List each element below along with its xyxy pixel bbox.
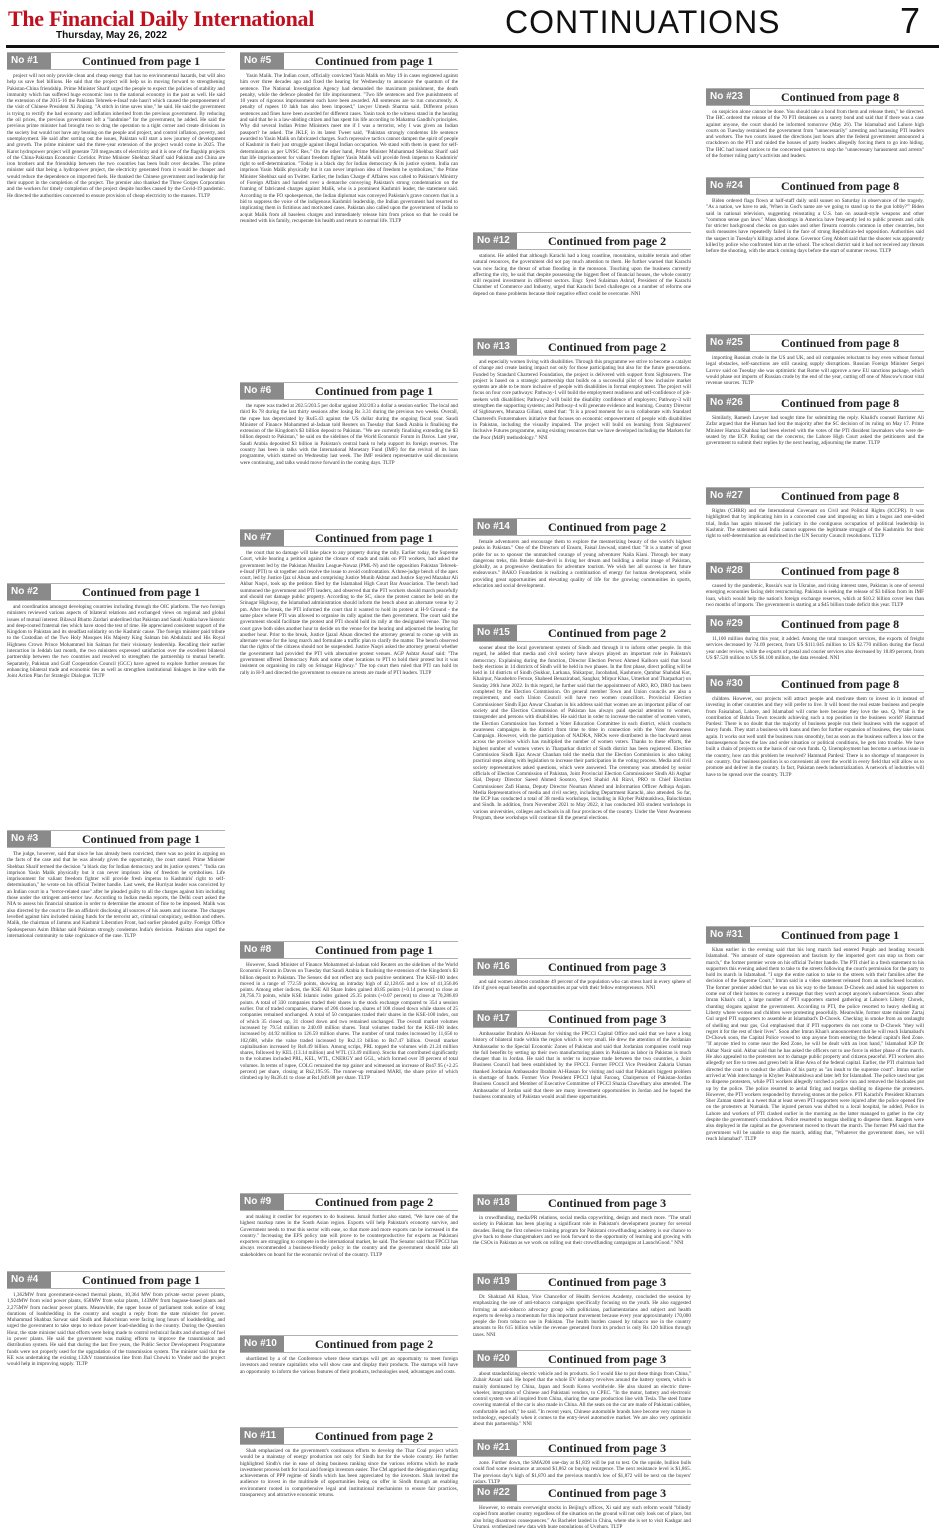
article-29 [706,615,924,665]
continuation-label: Continued from page 2 [547,626,667,640]
column-2 [240,52,458,1528]
article-25 [706,334,924,390]
article-text: shortlisted by a of the Conference where these startups will get an opportunity to meet foreign investors and venture capitalists who will show case and display their products. The startups will have an opportunity to inform the various features of their products, technologies used, advantages and costs. [240,1356,458,1375]
continuation-label: Continued from page 3 [547,1441,667,1455]
article-text: female adventurers and encourage them to explore the mesmerizing beauty of the world's highest peaks in Pakistan." One of the Directors of Ensom, Faisal Jawwad, stated that: "It is a matter of great pride for us to sponsor the unmatched courage of young adventurer Naila Kiani. Through her many dangerous treks, this female dare-devil is living her dream and building a stellar image of Pakistan, globally, as a progressive destination for adventure tourism. We wish her all success in her future endeavours." BAKO Foundation is realizing a combination of energy for human development, while providing great opportunities and elevating quality of life for the growing communities in sports, education and social development. [473,539,691,590]
article-9 [240,1193,458,1329]
article-text: 11,100 million during this year, it added. Among the total transport services, the exports of freight services decreased by 74.69 percent, from US $111.045 million to US $2.770 million during the fiscal year under review, while the exports of postal and courier services also decreased by 18.89 percent, from US $7.520 million to US $6.100 million, the data revealed. NNI [706,636,924,661]
continuation-label: Continued from page 3 [547,1012,667,1026]
continuation-label: Continued from page 1 [314,54,434,68]
article-text: and making it costlier for exporters to do business. Ismail further also stated, "We have one of the highest markup rates in the South Asian region. Exports will help Pakistan's economy survive, and Government needs to treat this sector with ease, so that more and more exports can be increased in the country." Increasing the EFS policy rate will prove to be counterproductive for exports as Pakistani exporters are struggling to compete in the international market, he said. The Senator said that FPCCI has always recommended a business-friendly policy in the country and the government should take all stakeholders on board for the economic revival of the country. TLTP [240,1214,458,1258]
article-10 [240,1335,458,1391]
continuation-label: Continued from page 3 [547,960,667,974]
article-text: the court that no damage will take place to any property during the rally. Earlier today, the Supreme Court, while hearing a petition against the closure of roads and raids on PTI workers, had asked the government led by the Pakistan Muslim League-Nawaz (PML-N) and the opposition Pakistan Tehreek-e-Insaf (PTI) to sit together and resolve the issue to avoid confrontation. A three-judge bench of the apex court, led by Justice Ijaz ul Ahsan and comprising Justice Munib Akhtar and Justice Sayyed Mazahar Ali Akbar Naqvi, took up the petition filed by the Islamabad High Court Bar Association. The bench had summoned the government and PTI leaders, and observed that the PTI workers should march peacefully and should not damage public property. According to the SC, since the protest cannot be held on the Srinagar Highway, the Islamabad administration should inform the bench about an alternate venue by 2 pm. After the break, the PTI informed the court that it wanted to hold its protest at H-9 Ground - the same place where PTI was allowed to organise its rally against the then government. The court said the government should facilitate the protest and PTI should hold its rally at the designated venue. The top court gave both sides another hour to decide on the venue for the hearing and adjourned the hearing for another hour. Prior to the break, Justice Ijazul Ahsan directed the attorney general to come up with an alternate venue for the long march and formulate a traffic plan to clarify the matter. The bench observed that the rights of the citizens should not be suspended. Justice Naqvi asked the attorney general whether the government had provided the PTI with alternative protest venues. AGP Ashtar Ausaf said: "The government offered Democracy Park and some other locations to PTI to hold their protest but it was insistent on organising its rally on Srinagar Highway." The top court then ruled that PTI can hold its rally in H-9 and directed the government to ensure no arrests are made of PTI leaders. TLTP [240,550,458,676]
newspaper-title: The Financial Daily International [8,6,315,31]
continuation-label: Continued from page 1 [314,384,434,398]
article-13 [473,338,691,506]
continuation-label: Continued from page 3 [547,1486,667,1500]
article-number: No #14 [473,519,517,535]
article-6 [240,382,458,522]
continuation-label: Continued from page 2 [547,520,667,534]
page-number: 7 [900,0,921,41]
column-1 [7,52,225,1528]
article-18 [473,1194,691,1264]
article-28 [706,562,924,610]
article-text: caused by the pandemic, Russia's war in Ukraine, and rising interest rates, Pakistan is one of several emerging economies facing debt restructuring. Pakistan is seeking the release of $3 billion from its IMF loan, which would help the nation's foreign exchange reserves, which at $10.2 billion cover less than two months of imports. The government is starting at a $45 billion trade deficit this year. TLTP [706,583,924,608]
continuation-label: Continued from page 2 [314,1337,434,1351]
article-2 [7,583,225,821]
article-number: No #6 [240,383,284,399]
article-number: No #12 [473,233,517,249]
article-header [240,1193,458,1211]
article-text: However, to remain overweight stocks in Beijing's offices, Xi said any such reform would "blindly copied from another country regardless of the situation on the ground will not only look out of place, but also bring disastrous consequences." As Bachelet landed in China, where she is set to visit Kashgar and Urumqi, synthesized new data with huge populations of Uyghurs. TLTP [473,1505,691,1528]
article-15 [473,624,691,940]
continuation-label: Continued from page 3 [547,1275,667,1289]
article-header [240,1427,458,1445]
article-text: and coordination amongst developing countries including through the OIC platform. The two foreign ministers reviewed various aspects of bilateral relations and exchanged views on regional and global issues of mutual interest. Bilawal Bhutto Zardari underlined that Pakistan and Saudi Arabia have historic and deep-rooted fraternal ties which have stood the test of time. He appreciated consistent support of the Kingdom to Pakistan and its steadfast solidarity on the Kashmir cause. The foreign minister paid tribute to the Custodian of the Two Holy Mosques His Majesty King Salman bin Abdulaziz and His Royal Highness Crown Prince Mohammed bin Salman for their visionary leadership. Recalling their earlier interaction in Jeddah last month, the two ministers expressed satisfaction over the excellent bilateral partnership between the two countries and resolved to strengthen the partnership to mutual benefit. Separately, Pakistan and Gulf Cooperation Council (GCC) have agreed to explore further avenues for enhancing bilateral trade and economic ties as well as strengthen institutional linkages in line with the Joint Action Plan for Strategic Dialogue. TLTP [7,604,225,680]
article-header [473,1194,691,1212]
article-text: on suspicion alone cannot be done. You should take a bond from them and release them," he directed. The IHC ordered the release of the 70 PTI detainees on a surety bond and said that if there was a case against anyone, the court should be informed tomorrow (May 26). The Islamabad and Lahore high courts on Tuesday restrained the government from "unnecessarily" arresting and harassing PTI leaders and workers. The two courts issued the directions just hours after the federal government announced a crackdown on the PTI and raided the houses of party leaders allegedly forcing them to go into hiding. The IHC had issued notices to the concerned quarters to stop the "unnecessary harassment and arrests" of the former ruling party's activists and leaders. [706,109,924,160]
article-30 [706,675,924,925]
article-number: No #7 [240,530,284,546]
article-number: No #21 [473,1440,517,1456]
article-27 [706,487,924,557]
article-text: Ambassador Ibrahim Al-Hassan for visiting the FPCCI Capital Office and said that we have a long history of bilateral trade within the region which is very small. He drew the attention of the Jordanian Ambassador to the Special Economic Zones of Pakistan and said that Jordanian companies could reap the full benefits by setting up their own manufacturing plants in Pakistan as labor in Pakistan is much cheaper than in Jordan. He said that in order to increase trade between the two countries, a Joint Business Council had been established by the FPCCI. Former FPCCI Vice President Zakaria Usman thanked Jordanian Ambassador Ibrahim Al-Hassan for visiting and said that Pakistan's biggest problem is shortage of funds. Former Vice President FPCCI Iqbal Farooq, Chairperson of Pakistan-Jordan Business Council and Member of Executive Committee of FPCCI Shazia Chawdhary also attended. The Ambassador of Jordan said that there are many investment opportunities in Jordan and he hoped the business community of Pakistan would avail these opportunities. [473,1031,691,1100]
article-number: No #3 [7,831,51,847]
article-text: about standardizing electric vehicle and its products. So I would like to put these things from China," Zubair Ansari said. He hoped that the whole EV industry revolves around the battery system, which is mainly dominated by China, Japan and South Korea worldwide. He also shared an electric three-wheeler, integration of Chinese and Pakistani vendors, to CPEC. "In the motor, battery and electronic control system we all inspired from China, sharing the same production line with Tesla. The steel frame covering material of the car is also made in China. All the seats on the car are made of Pakistani cabbies, comfortable and soft," he said. "In recent years, Chinese automobile brands have become very mature in technology, especially when it comes to the entry-level automotive market. We are also very optimistic about this partnership." NNI [473,1371,691,1428]
article-number: No #19 [473,1274,517,1290]
continuation-label: Continued from page 1 [81,1273,201,1287]
article-number: No #16 [473,959,517,975]
article-7 [240,529,458,938]
article-header [473,1350,691,1368]
article-20 [473,1350,691,1430]
article-text: zone. Further down, the SMA200 one-day at $1,839 will be put to test. On the upside, bullion bulls could find some resistance at around $1,862 on buying resurgence. The next resistance level is $1,865. The previous day's high of $1,870 and the previous month's low of $1,872 will be next on the buyers' radars. TLTP [473,1460,691,1483]
article-number: No #10 [240,1336,284,1352]
continuation-label: Continued from page 2 [547,234,667,248]
continuation-label: Continued from page 8 [780,396,900,410]
article-text: Yasin Malik. The Indian court, officially convicted Yasin Malik on May 19 in cases registered against him over three decades ago and fixed the hearing for Wednesday to announce the quantum of the sentence. The National Investigation Agency had demanded the maximum punishment, the death penalty, while the defence pleaded for life imprisonment. "Two life sentences and five punishments of 10 years of rigorous imprisonment each have been awarded. All sentences are to run concurrently. A penalty of rupees 10 lakh has also been imposed," lawyer Umesh Sharma said. Different prison sentences and fines have been awarded for different cases. Yasin took to the witness stand in the hearing and said that he is a law-abiding citizen and has spent his life according to Mahatma Gandhi's principles. Why did several Indian Prime Ministers meet me if I was a terrorist, why I was given an Indian passport? he asked. The JKLF, in its latest Tweet said, "Pakistan strongly condemns life sentence awarded to Yasin Malik on fabricated charges. Such repressive tactics cannot dampen the spirit of people of Kashmir in their just struggle against illegal Indian occupation. We stand with them in quest for self-determination as per UNSC Res." On the other hand, Prime Minister Muhammad Shehbaz Sharif said that life imprisonment for valiant freedom fighter Yasin Malik will provide fresh impetus to Kashmiris' right to self-determination. "Today is a black day for Indian democracy & its justice system. India can imprison Yasin Malik physically but it can never imprison idea of freedom he symbolizes," the Prime Minister Shehbaz said on Twitter. Earlier, the Indian Charge d' Affaires was called to Pakistan's Ministry of Foreign Affairs and handed over a demarche conveying Pakistan's strong condemnation on the framing of fabricated charges against Malik, who is a prominent Kashmiri leader, the statement said. According to the FO spokesperson, the Indian diplomat was conveyed Pakistan's grave concern that in a bid to suppress the voice of the indigenous Kashmiri leadership, the Indian government had resorted to implicating them in fictitious and motivated cases. Pakistan also called upon the government of India to acquit Malik from all baseless charges and immediately release him from prison so that he could be reunited with his family, recuperate his health and return to normal life. TLTP [240,73,458,224]
article-text: Shah emphasized on the government's continuous efforts to develop the Thar Coal project which would be a mainstay of energy production not only for Sindh but for the whole country. He further highlighted Sindh's rise in ease of doing business ranking since the various reforms which he made investment process both for local and foreign investors easier. The CM apprised the delegation regarding achievements of PPP regime of Sindh which has been appreciated by the investors. Shah invited the audience to invest in the multitude of opportunities being on offer in Sindh through an enabling environment rooted in comprehensive legal and institutional mechanisms to ensure fair practices, transparency and attractive economic returns. [240,1448,458,1499]
article-header [473,518,691,536]
article-text: 1,362MW from government-owned thermal plants, 10,364 MW from private sector power plants, 1,924MW from wind power plants, 658MW from solar plants, 143MW from bagasse-based plants and 2,275MW from nuclear power plants. Meanwhile, the upper house of parliament took notice of long durations of loadshedding in the country and sought a reply from the state minister for power. Muhammad Shahbaz Sarwar said Sindh and Balochistan were facing long hours of loadshedding, and urged the government to take steps to reduce power load-shedding in the country. During the Question Hour, the state minister said that efforts were being made to control technical faults and shortage of fuel in power plants. He said the government was making efforts to improve the transmission and distribution system. He said that during the last five years, the Public Sector Development Programme funds were not properly used for the upgradation of the transmission system. The minister said that the KE was undertaking the existing 132kV transmission line from Jhal Chowki to Vinder and the project would help in improving supply. TLTP [7,1292,225,1368]
article-header [473,1273,691,1291]
article-text: children. However, our projects will attract people and motivate them to invest in it instead of investing in other countries and they will prefer to live. It will boost the real estate business and people from Faisalabad, Lahore, and Islamabad will come here because they love the sea. Q. What is the contribution of Bahria Town towards achieving such a top position in the business world? Hammad Pardesi: There is no doubt that the majority of business people run their business with the support of heavy funds. They start a business with loans and then for further expansion of business, they take loans again. It works out well until the business runs smoothly, but as soon as the business suffers a loss or the businessperson faces the law and order situation or political conditions, he gets into trouble. We have built a chain of projects on the basis of our own funds. Q. Unemployment has become a serious issue in the country, how can this problem be resolved? Hammad Pardesi: There is no shortage of manpower in our country. Our business position is so convenient all over the world in every field that will allow us to promote and deliver in the country. In fact, Pakistan needs industrialization. A network of industries will have to be spread over the country. TLTP [706,696,924,778]
article-header [473,1010,691,1028]
article-text: Similarly, Ramesh Lawyer had sought time for submitting the reply. Khalid's counsel Barrister Ali Zafar argued that the Human had lost the majority after the SC decision of its ruling on May 17. Prime Minister Hamza Shahbaz had been elected with the votes of the PTI dissident lawmakers who were de-seated by the ECP. Ruling out the concerns, the Lahore High Court asked the petitioners and the government to submit their replies by the next hearing, adjourning the matter. TLTP [706,415,924,447]
continuation-label: Continued from page 2 [314,1195,434,1209]
article-number: No #18 [473,1195,517,1211]
article-3 [7,830,225,1270]
publication-date: Thursday, May 26, 2022 [56,30,167,41]
column-4 [706,52,924,1528]
article-header [706,394,924,412]
continuation-label: Continued from page 8 [780,90,900,104]
article-text: However, Saudi Minister of Finance Mohammed al-Jadaan told Reuters on the sidelines of the World Economic Forum in Davos on Tuesday that Saudi Arabia is finalising the extension of the Kingdom's $3 billion deposit to Pakistan. The Sensex did not reflect any such positive sentiment. The KSE-100 index moved in a range of 772.59 points, showing an intraday high of 42,128.65 and a low of 41,356.06 points. Among other indices, the KSE All Share Index gained 40.85 points (+0.14 percent) to close at 28,756.73 points, while KSE Islamic index gained 25.35 points (+0.07 percent) to close at 70,286.69 points. A total of 330 companies traded their shares in the stock exchange compared to 354 a session earlier. Out of traded companies, shares of 206 closed up, shares of 108 closed down while shares of 25 companies remained unchanged. A total of 50 companies traded their shares in the KSE-100 index, out of which 35 closed up, 31 closed down and two remained unchanged. The overall market volumes increased by 79.54 million to 240.69 million shares. Total volumes traded for the KSE-100 index increased by 44.92 million to 126.59 million shares. The number of total trades increased by 11,656 to 102,688, while the value traded increased by Rs2.13 billion to Rs7.47 billion. Overall market capitalisation increased by Rs8.49 billion. Among scrips, PRL topped the volumes with 21.24 million shares, followed by KEL (13.14 million) and WTL (13.49 million). Stocks that contributed significantly to the volumes included PRL, KEL, WTL, CNERGY and GGL, which formed over 39 percent of total volumes. In terms of rupee, COLG remained the top gainer and witnessed an increase of Rs47.95 (+2.25 percent) per share, closing at Rs2,195.95. The runner-up remained MARI, the share price of which climbed up by Rs26.41 to close at Rs1,849.88 per share. TLTP [240,962,458,1082]
article-header [240,382,458,400]
masthead-rule [6,45,939,48]
article-number: No #9 [240,1194,284,1210]
continuation-label: Continued from page 1 [81,54,201,68]
article-number: No #8 [240,942,284,958]
article-number: No #25 [706,335,750,351]
article-1 [7,52,225,538]
article-8 [240,941,458,1181]
continuation-label: Continued from page 1 [314,943,434,957]
masthead [0,0,945,44]
article-text: Khan earlier in the evening said that his long march had entered Punjab and heading towards Islamabad. "No amount of state oppression and fascism by the imported govt can stop us from our march," the former premier wrote on his official Twitter handle. The PTI chief in a fresh statement to his supporters this evening asked them to take to the streets following the court's permission for the party to hold its march in Islamabad. "I urge the entire nation to take to the streets with their families after the decision of the Supreme Court," Imran said in a video statement released from an undisclosed location. The former premier added that he was on his way to the famous D-Chowk and asked his supporters to come out of their homes to convey a message that they won't accept anyone's subservience. Soon after Imran Khan's call, a large number of PTI supporters started gathering at Lahore's Liberty Chowk, chanting slogans against the government. According to PTI, the police resorted to heavy shelling at Liberty where women and children were protesting peacefully. Meanwhile, former state minister Zartaj Gul urged PTI supporters to assemble at Islamabad's D-Chowk. Checking in smoke from an onslaught of shelling and tear gas, Gul emphasised that if PTI supporters do not come to D-Chowk "they will regret it for the rest of their lives". Soon after Imran Khan's announcement that he will reach Islamabad's D-Chowk soon, the Capital Police vowed to stop anyone from entering the federal capital's Red Zone. "If anyone tried to come near the Red Zone, he will be dealt with an iron hand," Islamabad IGP Dr Akbar Nasir said. Akbar said that he has asked the officers not to use force in either phase of the march. He also appealed to the protesters not to damage public property and citizens peaceful. PTI workers also allegedly set fire to trees and green belt in Blue Area of the federal capital. Earlier, the PTI chairman had directed the court to conduct the affairs of his party as "an insult to the supreme court". Imran earlier arrived at Wah interchange in Khyber Pakhtunkhwa and later left for Islamabad. The police used tear gas to disperse protesters, while PTI workers allegedly torched a police van and removed the blockades put up by the police. The police resorted to aerial firing and teargas shelling to disperse the protesters. However, the PTI workers responded by throwing stones at the police. PTI Karachi's President Khurram Sher Zaman stated in a tweet that at least seven PTI supporters were injured after the police opened fire on the protesters at Numaish. The injured person was shifted to a local hospital, he added. Police in Lahore and workers of PTI clashed earlier in the morning as the latter managed to gather in the city despite the government's crackdown. Police resorted to teargas shelling to disperse them. Rangers were also deployed in the capital as the government moved to thwart the march. The former PM said that the government will be unable to stop the march, adding that, "Whatever the government does, we will reach Islamabad". TLTP [706,947,924,1142]
article-text: Rights (CHRR) and the International Covenant on Civil and Political Rights (ICCPR). It was highlighted that by implicating him in a concocted case and imposing on him a bogus and one-sided trial, India has again misused the judiciary in the contiguous occupation of political leadership in Kashmir. The statement said India cannot suppress the legitimate struggle of the Kashmiris for their right to self-determination as enshrined in the UN Security Council resolutions. TLTP [706,508,924,540]
continuation-label: Continued from page 1 [81,585,201,599]
article-14 [473,518,691,618]
continuation-label: Continued from page 8 [780,564,900,578]
article-text: and especially women living with disabilities. Through this programme we strive to become a catalyst of change and create lasting impact not only for those participating but also for the future generations. Funded by Standard Chartered Foundation, the project is delivered with support from Sightsavers. The project is based on a strategic partnership that builds on a successful pilot of how inclusive market systems are able to be more inclusive of people with disabilities in formal employment. The project will focus on four core pathways: Pathway-1 will build the employment readiness and self-confidence of job-seekers with disabilities; Pathway-2 will build the disability confidence of employers; Pathway-3 will strengthen the supporting systems; and Pathway-4 will generate evidence and learning. Country Director of Sightsavers, Munazza Gillani, stated that: "It is a proud moment for us to collaborate with Standard Chartered's Futuremakers initiative that focuses on economic empowerment of people with disabilities in Pakistan, including the visually impaired. The project will build on learning from Sightsavers' Inclusive Futures programme, using existing resources that we have developed including the Markets for the Poor (M4P) methodology." NNI [473,359,691,441]
article-text: project will not only provide clean and cheap energy that has no environmental hazards, but will also help us save fuel billions. He said that the project will help us in moving forward to strengthening Pakistan-China friendship. Prime Minister Sharif urged the people to expect the policies of stability and immunity which has suffered huge economic loss to the national economy in the past as well. He said the extension of the 2015-16 the Pakistan Tehreek-e-Insaf rule hasn't which caused the postponement of the visit of Chinese President Xi Jinping. "A stitch in time saves nine," he said. He said the government is trying to rectify the bad economy and inflation inherited from the previous government. By reducing the oil prices, the previous government left a "landmine" for the government, he added. He said the previous prime minister had brought two to drag the operation to a tight corner and create divisions in the society but would not have any bearing on the people and project, and control inflation, poverty, and unemployment. He said after sorting out the issues, Pakistan will start a new journey of development and growth. The prime minister said the three-year extension of the project would come in 2025. The Karot hydropower project will generate 720 megawatts of electricity and it is one of the flagship projects of the China-Pakistan Economic Corridor. Prime Minister Shehbaz Sharif said Pakistan and China are iron brothers and the friendship between the two countries has been built over decades. The prime minister said that being a hydropower project, the electricity generated from it would be cheaper and would reduce the dependence on imported fuels. He thanked the Chinese government and leadership for their support in the completion of the project. The premier also thanked the Three Gorges Corporation and the workers for timely completion of the project despite hurdles caused by the Covid-19 pandemic. He directed the authorities concerned to ensure provision of cheap electricity to the masses. TLTP [7,73,225,199]
article-number: No #31 [706,927,750,943]
article-26 [706,394,924,482]
article-19 [473,1273,691,1343]
continuation-label: Continued from page 2 [547,340,667,354]
article-header [473,624,691,642]
article-header [7,583,225,601]
article-5 [240,52,458,378]
continuation-label: Continued from page 3 [547,1352,667,1366]
article-31 [706,926,924,1528]
column-3 [473,52,691,1528]
article-text: importing Russian crude in the US and UK, and oil companies reluctant to buy even without formal legal obstacles, self-sanctions are still causing supply disruptions. Russian Foreign Minister Sergei Lavrov said on Tuesday she was optimistic that Rome will approve a new EU sanctions package, which would phase out imports of Russian crude by the end of the year, cutting off one of Moscow's most vital revenue sources. TLTP [706,355,924,387]
article-text: stations. He added that although Karachi had a long coastline, mountains, suitable terrain and other natural resources, the government did not pay much attention to them. He further warned that Karachi was now facing the threat of urban flooding in the monsoon. Touching upon the business currently affecting the city, he said that despite possessing the biggest fleet of financial houses, the whole country still required investment in different sectors. Engr. Syed Sulaiman Ashraf, President of the Karachi Chamber of Commerce and Industry, urged that Karachi faced challenges on a number of reforms one depend on those problems because their negative effect could be overcome. NNI [473,253,691,297]
article-text: Biden ordered flags flown at half-staff daily until sunset on Saturday in observance of the tragedy. "As a nation, we have to ask, 'When in God's name are we going to stand up to the gun lobby?'" Biden said in national television, suggesting reinstating a U.S. ban on assault-style weapons and other "common sense gun laws." Mass shootings in America have frequently led to public protests and calls for stricter background checks on gun sales and other firearm controls common in other countries, but such measures have repeatedly failed in the face of strong Republican-led opposition. Authorities said the suspect in Tuesday's killings acted alone. Governor Greg Abbott said that the shooter was apparently killed by police who confronted him at the school. The school district said it had not received any threats before the shooting, with the attack coming days before the start of summer recess. TLTP [706,198,924,255]
article-23 [706,88,924,174]
article-number: No #5 [240,53,284,69]
article-number: No #4 [7,1272,51,1288]
article-number: No #11 [240,1428,284,1444]
continuation-label: Continued from page 1 [314,531,434,545]
article-header [473,1439,691,1457]
article-text: sooner about the local government system of Sindh and through it to inform other people. In this regard, he added that media and civil society have always played an important role in Pakistan's democracy. Explaining during the function, Director Election Pervez Ahmed Kalhoro said that local body elections in 14 districts of Sindh will be held in two phases. In the first phase, direct polling will be held in 14 districts of Sindh (Sukkur, Larkana, Shikarpur, Jacobabad, Kashmore, Qambar Shahdad Kot, Khairpur, Naushehro Feroze, Shaheed Benazirabad, Sanghar, Mirpur Khas, Umerkot and Tharparkar) on Sunday 26th June 2022. In this regard, he further said that the appointment of ARO, RO, DRO has been completed by the Election Commission. On general member Town and Union councils are also a requirement, and each Union Council will have two women councillors. Provincial Election Commissioner Sindh Ejaz Anwar Chauhan in his address said that women are an important pillar of our society and the Election Commission of Pakistan has always paid special attention to women, transgender and persons with disabilities. He said that in order to increase the number of women voters, the Election Commission has formed a Voter Education Committee in each district, which conducts awareness campaigns in the district from time to time in connection with the Voter Awareness Campaign. However, with the participation of NADRA, NROs were distributed in the backward areas across the province which has multiplied the number of women voters. Thanks to these efforts, the highest number of women voters in Tharparkar district of Sindh district has been registered. Election Commission Sindh Ejaz Anwar Chauhan told the media that the Election Commission is also taking practical steps along with legislation to increase their participation in the voting process. Media and civil society representatives asked questions, which were answered. The ceremony was attended by senior officials of Election Commission of Pakistan, Joint Provincial Election Commissioner Sindh Ali Asghar Sial, Deputy Director Saeed Ahmed Soomro, Syed Shahid Ali Rizvi, PRO to Chief Election Commissioner Zafi Hanna, Deputy Director Nouman Ahmed and Information Officer Adhiqa Anjam. Media Representatives of media and civil society, including Department Karachi, also attended. So far, the ECP has conducted a total of 38 media workshops, including in Khyber Pakhtunkhwa, Balochistan and Sindh. In addition, from November 2021 to May 2022, it has conducted 303 student workshops in various universities, colleges and schools in all four provinces of the country. Under the Voter Awareness Program, these workshops will continue till the general elections. [473,645,691,822]
article-text: in crowdfunding, media/PR relations, social media copywriting, design and much more. "The small society in Pakistan has been playing a significant role in Pakistan's development journey for several decades. Being the first cohesive training program for Pakistani crowdfunding academy is our chance to give back to those changemakers and we look forward to the opportunity of learning and growing with the CSOs in Pakistan as we work on rolling out their crowdfunding campaigns at LaunchGood." NNI [473,1215,691,1247]
article-header [706,926,924,944]
article-text: Dr. Shahzad Ali Khan, Vice Chancellor of Health Services Academy, concluded the session by emphasizing the use of anti-tobacco campaigns specifically focusing on the youth. He also suggested forming an anti-tobacco advocacy group with politicians, parliamentarians and subject and health experts to develop a momentum for this important movement because every year approximately 170,000 people die from tobacco use in Pakistan. The health burden caused by tobacco use in the country amounts to Rs 615 billion while the revenue generated from its product is only Rs 120 billion through taxes. NNI [473,1294,691,1338]
continuation-label: Continued from page 8 [780,336,900,350]
article-number: No #29 [706,616,750,632]
article-22 [473,1484,691,1528]
article-number: No #2 [7,584,51,600]
article-header [473,958,691,976]
article-number: No #26 [706,395,750,411]
article-text: the rupee was traded at 202.5/203.5 per dollar against 202/203 a dollar a session earlier. The local and third Rs 78 during the last thirty sessions after losing Rs 3.31 during the previous two weeks. Overall, the rupee has depreciated by Rs45.43 against the US dollar during the ongoing fiscal year. Saudi Minister of Finance Mohammed al-Jadaan told Reuters on Tuesday that Saudi Arabia is finalising the extension of the Kingdom's $3 billion deposit to Pakistan. "We are currently finalising extending the $3 billion deposit to Pakistan," he said on the sidelines of the World Economic Forum in Davos. Last year, Saudi Arabia deposited $3 billion in Pakistan's central bank to help support its foreign reserves. The country has been in talks with the International Monetary Fund (IMF) for the revival of its loan programme, which started on Wednesday last week. The IMF resident representative said discussions were continuing, and talks would move forward in the coming days. TLTP [240,403,458,466]
article-number: No #23 [706,89,750,105]
article-number: No #27 [706,488,750,504]
article-number: No #24 [706,178,750,194]
article-header [7,830,225,848]
continuation-label: Continued from page 8 [780,677,900,691]
article-number: No #13 [473,339,517,355]
article-number: No #28 [706,563,750,579]
article-16 [473,958,691,1002]
article-number: No #22 [473,1485,517,1501]
article-header [706,562,924,580]
article-24 [706,177,924,329]
article-header [473,338,691,356]
article-header [473,232,691,250]
article-number: No #20 [473,1351,517,1367]
article-text: and said women almost constitute 49 percent of the population who can stress hard in every sphere of life if given equal benefits and opportunities at par with their fellow entrepreneurs. NNI [473,979,691,992]
article-11 [240,1427,458,1527]
continuation-label: Continued from page 3 [547,1196,667,1210]
article-header [706,177,924,195]
article-number: No #1 [7,53,51,69]
article-number: No #17 [473,1011,517,1027]
article-text: The judge, however, said that since he has already been convicted, there was no point in arguing on the facts of the case and that he was already given the opportunity, the court stated. Prime Minister Shehbaz Sharif termed the decision "a black day for Indian democracy and its justice system." "India can imprison Yasin Malik physically but it can never imprison idea of freedom he symbolises. Life imprisonment for valiant freedom fighter will provide fresh impetus to Kashmiris' right to self-determination," he wrote on his official Twitter handle. Last week, the Hurriyat leader was convicted by an Indian court in a "terror-related case" after he pleaded guilty to all the charges against him including those under the stringent anti-terror law. According to Indian media reports, the Delhi court asked the NIA to assess his financial situation in order to determine the amount of fine to be imposed. Malik was also directed by the court to file an affidavit disclosing all sources of his assets and income. The charges levelled against him included raising funds for the terrorist act, criminal conspiracy, sedition and others. Malik, the chairman of Jammu and Kashmir Liberation Front, had earlier pleaded guilty. Foreign Office Spokesperson Asim Iftikhar said Pakistan strongly condemns India's decision. Pakistan also urged the international community to take cognizance of the case. TLTP [7,851,225,939]
continuation-label: Continued from page 8 [780,489,900,503]
article-header [473,1484,691,1502]
article-header [706,88,924,106]
continuation-label: Continued from page 2 [314,1429,434,1443]
article-header [706,334,924,352]
article-header [240,941,458,959]
continuation-label: Continued from page 8 [780,179,900,193]
article-header [706,487,924,505]
article-12 [473,232,691,330]
article-header [7,1271,225,1289]
continuation-label: Continued from page 1 [780,928,900,942]
article-21 [473,1439,691,1483]
continuation-label: Continued from page 1 [81,832,201,846]
article-header [706,675,924,693]
article-header [7,52,225,70]
article-4 [7,1271,225,1527]
article-header [706,615,924,633]
article-header [240,52,458,70]
continuation-label: Continued from page 8 [780,617,900,631]
article-17 [473,1010,691,1170]
article-header [240,529,458,547]
section-title: CONTINUATIONS [505,4,781,40]
article-number: No #15 [473,625,517,641]
article-header [240,1335,458,1353]
article-number: No #30 [706,676,750,692]
